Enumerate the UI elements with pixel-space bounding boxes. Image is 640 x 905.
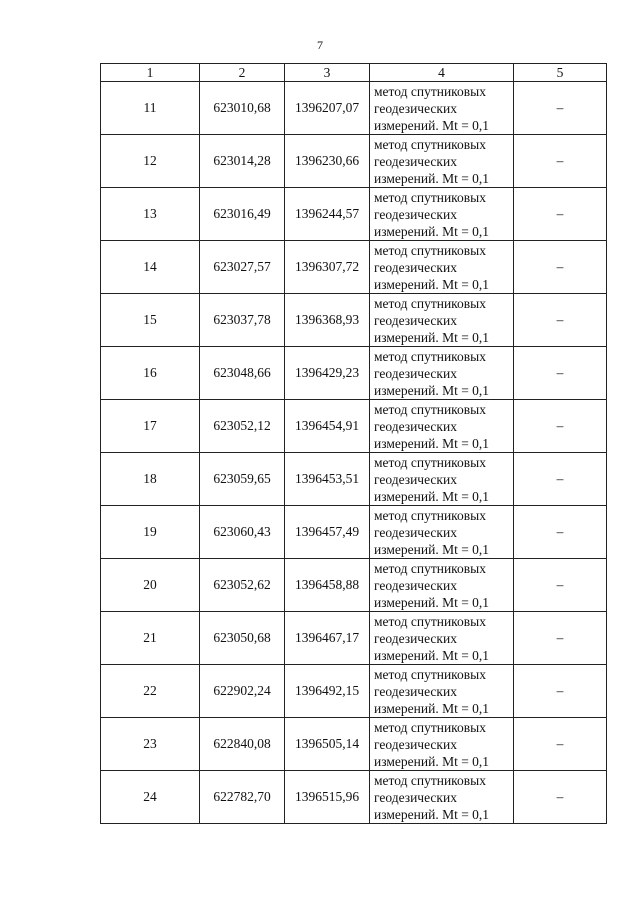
- method-cell: [370, 400, 514, 453]
- method-line: измерений. Mt = 0,1: [374, 435, 490, 451]
- method-line: геодезических: [374, 365, 457, 381]
- x-coordinate-cell: 622902,24: [200, 665, 285, 718]
- method-line: геодезических: [374, 789, 457, 805]
- method-cell: [370, 665, 514, 718]
- method-line: метод спутниковых: [374, 189, 486, 205]
- method-line: измерений. Mt = 0,1: [374, 753, 490, 769]
- method-line: метод спутниковых: [374, 507, 486, 523]
- table-row: [101, 188, 607, 241]
- y-coordinate-cell: 1396230,66: [285, 135, 370, 188]
- method-line: геодезических: [374, 524, 457, 540]
- x-coordinate-cell: 622782,70: [200, 771, 285, 824]
- x-coordinate-cell: 623059,65: [200, 453, 285, 506]
- note-cell: –: [514, 506, 607, 559]
- method-line: метод спутниковых: [374, 560, 486, 576]
- table-row: [101, 82, 607, 135]
- point-number-cell: 17: [101, 400, 200, 453]
- column-header-5: 5: [514, 64, 607, 82]
- method-cell: [370, 188, 514, 241]
- method-cell: [370, 718, 514, 771]
- method-cell: [370, 771, 514, 824]
- method-line: геодезических: [374, 736, 457, 752]
- point-number-cell: 15: [101, 294, 200, 347]
- column-header-1: 1: [101, 64, 200, 82]
- y-coordinate-cell: 1396492,15: [285, 665, 370, 718]
- method-line: геодезических: [374, 471, 457, 487]
- method-cell: [370, 294, 514, 347]
- method-line: метод спутниковых: [374, 454, 486, 470]
- table-header: [101, 64, 607, 82]
- y-coordinate-cell: 1396467,17: [285, 612, 370, 665]
- method-line: измерений. Mt = 0,1: [374, 700, 490, 716]
- y-coordinate-cell: 1396307,72: [285, 241, 370, 294]
- note-cell: –: [514, 771, 607, 824]
- column-header-4: 4: [370, 64, 514, 82]
- x-coordinate-cell: 622840,08: [200, 718, 285, 771]
- method-line: геодезических: [374, 259, 457, 275]
- y-coordinate-cell: 1396505,14: [285, 718, 370, 771]
- method-line: метод спутниковых: [374, 401, 486, 417]
- table-row: [101, 506, 607, 559]
- method-line: геодезических: [374, 312, 457, 328]
- method-line: метод спутниковых: [374, 242, 486, 258]
- method-line: геодезических: [374, 577, 457, 593]
- column-header-2: 2: [200, 64, 285, 82]
- method-line: измерений. Mt = 0,1: [374, 382, 490, 398]
- point-number-cell: 18: [101, 453, 200, 506]
- y-coordinate-cell: 1396207,07: [285, 82, 370, 135]
- table-row: [101, 241, 607, 294]
- y-coordinate-cell: 1396457,49: [285, 506, 370, 559]
- note-cell: –: [514, 453, 607, 506]
- note-cell: –: [514, 612, 607, 665]
- x-coordinate-cell: 623050,68: [200, 612, 285, 665]
- method-cell: [370, 559, 514, 612]
- table-row: [101, 294, 607, 347]
- note-cell: –: [514, 294, 607, 347]
- table-row: [101, 347, 607, 400]
- method-line: метод спутниковых: [374, 295, 486, 311]
- y-coordinate-cell: 1396454,91: [285, 400, 370, 453]
- point-number-cell: 24: [101, 771, 200, 824]
- point-number-cell: 23: [101, 718, 200, 771]
- table-row: [101, 771, 607, 824]
- table-row: [101, 559, 607, 612]
- x-coordinate-cell: 623060,43: [200, 506, 285, 559]
- note-cell: –: [514, 241, 607, 294]
- point-number-cell: 21: [101, 612, 200, 665]
- point-number-cell: 11: [101, 82, 200, 135]
- coordinates-table: [100, 63, 607, 824]
- y-coordinate-cell: 1396453,51: [285, 453, 370, 506]
- point-number-cell: 12: [101, 135, 200, 188]
- x-coordinate-cell: 623014,28: [200, 135, 285, 188]
- table-row: [101, 718, 607, 771]
- note-cell: –: [514, 665, 607, 718]
- table-row: [101, 135, 607, 188]
- table-body: [101, 82, 607, 824]
- column-header-3: 3: [285, 64, 370, 82]
- method-line: измерений. Mt = 0,1: [374, 488, 490, 504]
- method-line: измерений. Mt = 0,1: [374, 647, 490, 663]
- x-coordinate-cell: 623052,62: [200, 559, 285, 612]
- note-cell: –: [514, 135, 607, 188]
- table-row: [101, 453, 607, 506]
- x-coordinate-cell: 623037,78: [200, 294, 285, 347]
- method-line: геодезических: [374, 418, 457, 434]
- x-coordinate-cell: 623052,12: [200, 400, 285, 453]
- method-cell: [370, 135, 514, 188]
- note-cell: –: [514, 400, 607, 453]
- method-line: метод спутниковых: [374, 136, 486, 152]
- y-coordinate-cell: 1396244,57: [285, 188, 370, 241]
- method-line: измерений. Mt = 0,1: [374, 223, 490, 239]
- point-number-cell: 16: [101, 347, 200, 400]
- note-cell: –: [514, 82, 607, 135]
- method-line: метод спутниковых: [374, 83, 486, 99]
- table-row: [101, 612, 607, 665]
- y-coordinate-cell: 1396515,96: [285, 771, 370, 824]
- method-line: геодезических: [374, 153, 457, 169]
- note-cell: –: [514, 188, 607, 241]
- point-number-cell: 20: [101, 559, 200, 612]
- method-line: измерений. Mt = 0,1: [374, 806, 490, 822]
- method-line: метод спутниковых: [374, 666, 486, 682]
- method-line: измерений. Mt = 0,1: [374, 276, 490, 292]
- method-cell: [370, 82, 514, 135]
- method-cell: [370, 453, 514, 506]
- note-cell: –: [514, 559, 607, 612]
- method-line: метод спутниковых: [374, 719, 486, 735]
- x-coordinate-cell: 623010,68: [200, 82, 285, 135]
- method-cell: [370, 506, 514, 559]
- y-coordinate-cell: 1396429,23: [285, 347, 370, 400]
- method-cell: [370, 347, 514, 400]
- note-cell: –: [514, 347, 607, 400]
- x-coordinate-cell: 623048,66: [200, 347, 285, 400]
- note-cell: –: [514, 718, 607, 771]
- method-line: измерений. Mt = 0,1: [374, 170, 490, 186]
- header-row: [101, 64, 607, 82]
- method-line: измерений. Mt = 0,1: [374, 594, 490, 610]
- method-cell: [370, 241, 514, 294]
- method-line: геодезических: [374, 683, 457, 699]
- method-line: геодезических: [374, 630, 457, 646]
- table-row: [101, 665, 607, 718]
- x-coordinate-cell: 623027,57: [200, 241, 285, 294]
- y-coordinate-cell: 1396458,88: [285, 559, 370, 612]
- method-line: метод спутниковых: [374, 348, 486, 364]
- method-line: метод спутниковых: [374, 772, 486, 788]
- point-number-cell: 13: [101, 188, 200, 241]
- point-number-cell: 19: [101, 506, 200, 559]
- method-line: измерений. Mt = 0,1: [374, 329, 490, 345]
- method-line: измерений. Mt = 0,1: [374, 541, 490, 557]
- x-coordinate-cell: 623016,49: [200, 188, 285, 241]
- method-line: измерений. Mt = 0,1: [374, 117, 490, 133]
- method-cell: [370, 612, 514, 665]
- method-line: метод спутниковых: [374, 613, 486, 629]
- page-number: 7: [317, 38, 323, 52]
- table-row: [101, 400, 607, 453]
- point-number-cell: 14: [101, 241, 200, 294]
- method-line: геодезических: [374, 100, 457, 116]
- y-coordinate-cell: 1396368,93: [285, 294, 370, 347]
- point-number-cell: 22: [101, 665, 200, 718]
- method-line: геодезических: [374, 206, 457, 222]
